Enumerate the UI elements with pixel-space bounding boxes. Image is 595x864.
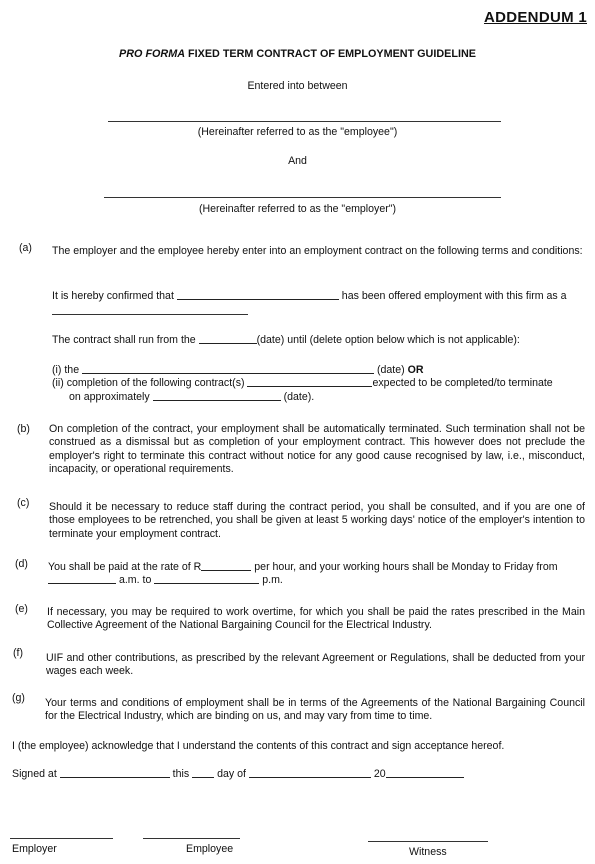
title-rest: FIXED TERM CONTRACT OF EMPLOYMENT GUIDELINE — [185, 48, 476, 60]
confirm-line — [52, 289, 592, 303]
option-2-line — [52, 376, 592, 390]
option-2-cont-post: (date). — [283, 391, 315, 403]
witness-signature-label: Witness — [409, 846, 447, 858]
employer-name-line[interactable] — [104, 197, 501, 198]
document-title — [0, 48, 595, 61]
signed-year-blank[interactable] — [386, 767, 464, 778]
employee-signature-label: Employee — [186, 843, 234, 855]
day-of-label: day of — [217, 768, 246, 780]
start-date-blank[interactable] — [199, 333, 257, 344]
start-time-blank[interactable] — [48, 573, 116, 584]
employee-name-blank[interactable] — [177, 289, 339, 300]
contract-run-line — [52, 333, 592, 347]
clause-c-text: Should it be necessary to reduce staff during the contract period, you shall be consulted, and if you are one of those employees to be retrenched, you shall be given at least 5 working days' notice of the employer's intention to terminate your employment contract. — [49, 501, 585, 540]
entered-into-text: Entered into between — [247, 80, 348, 92]
signed-day-blank[interactable] — [192, 767, 214, 778]
confirm-pre: It is hereby confirmed that — [52, 290, 174, 302]
approx-date-blank[interactable] — [153, 390, 281, 401]
end-time-blank[interactable] — [154, 573, 259, 584]
option-1-or: OR — [407, 364, 424, 376]
option-1-pre: (i) the — [52, 364, 80, 376]
end-date-blank[interactable] — [82, 363, 374, 374]
confirm-post: has been offered employment with this firm as a — [341, 290, 567, 302]
clause-d-label: (d) — [15, 558, 28, 570]
clause-b-text: On completion of the contract, your employment shall be automatically terminated. Such termination shall not be construed as a dismissal but as completion of your employment contract. This however does not preclude the employer's right to terminate this contract without notice for any good cause recognised by law, i.e., misconduct, incapacity, or operational requirements. — [49, 423, 585, 476]
signed-line — [12, 767, 587, 781]
clause-e-label: (e) — [15, 603, 28, 615]
employer-signature-label: Employer — [12, 843, 57, 855]
employer-reference: (Hereinafter referred to as the "employer") — [198, 203, 397, 215]
clause-f-label: (f) — [13, 647, 23, 659]
option-2-cont-pre: on approximately — [69, 391, 150, 403]
addendum-heading: ADDENDUM 1 — [483, 9, 587, 26]
clause-b-label: (b) — [17, 423, 30, 435]
employer-signature-line[interactable] — [10, 838, 113, 839]
signed-month-blank[interactable] — [249, 767, 371, 778]
pm-text: p.m. — [262, 574, 283, 586]
pay-rate-blank[interactable] — [201, 560, 251, 571]
title-italic: PRO FORMA — [119, 48, 186, 60]
year-label: 20 — [373, 768, 386, 780]
option-2-post: expected to be completed/to terminate — [372, 377, 553, 389]
clause-c-label: (c) — [17, 497, 30, 509]
pay-mid: per hour, and your working hours shall be Monday to Friday from — [254, 561, 558, 573]
and-text: And — [288, 155, 307, 167]
witness-signature-line[interactable] — [368, 841, 488, 842]
clause-a-text: The employer and the employee hereby enter into an employment contract on the following terms and conditions: — [52, 245, 583, 257]
run-post: (date) until (delete option below which is not applicable): — [256, 334, 520, 346]
contract-name-blank[interactable] — [247, 376, 372, 387]
clause-g-text: Your terms and conditions of employment shall be in terms of the Agreements of the National Bargaining Council for the Electrical Industry, which are binding on us, and may vary from time to time. — [45, 697, 585, 723]
clause-e-text: If necessary, you may be required to work overtime, for which you shall be paid the rates prescribed in the Main Collective Agreement of the National Bargaining Council for the Electrical Industry. — [47, 606, 585, 632]
position-blank[interactable] — [52, 314, 248, 315]
clause-g-label: (g) — [12, 692, 25, 704]
option-2-cont — [69, 390, 314, 404]
clause-a-label: (a) — [19, 242, 32, 254]
clause-f-text: UIF and other contributions, as prescribed by the relevant Agreement or Regulations, shall be deducted from your wages each week. — [46, 652, 585, 678]
employee-reference: (Hereinafter referred to as the "employee") — [197, 126, 398, 138]
run-pre: The contract shall run from the — [52, 334, 196, 346]
signed-at-label: Signed at — [12, 768, 57, 780]
this-label: this — [172, 768, 190, 780]
employee-name-line[interactable] — [108, 121, 501, 122]
option-1-date: (date) — [377, 364, 405, 376]
acknowledgement-text: I (the employee) acknowledge that I understand the contents of this contract and sign acceptance hereof. — [12, 740, 505, 752]
employee-signature-line[interactable] — [143, 838, 240, 839]
am-text: a.m. to — [118, 574, 152, 586]
option-2-pre: (ii) completion of the following contract(s) — [52, 377, 245, 389]
pay-pre: You shall be paid at the rate of R — [48, 561, 202, 573]
signed-place-blank[interactable] — [60, 767, 170, 778]
clause-d-line-2 — [48, 573, 283, 587]
